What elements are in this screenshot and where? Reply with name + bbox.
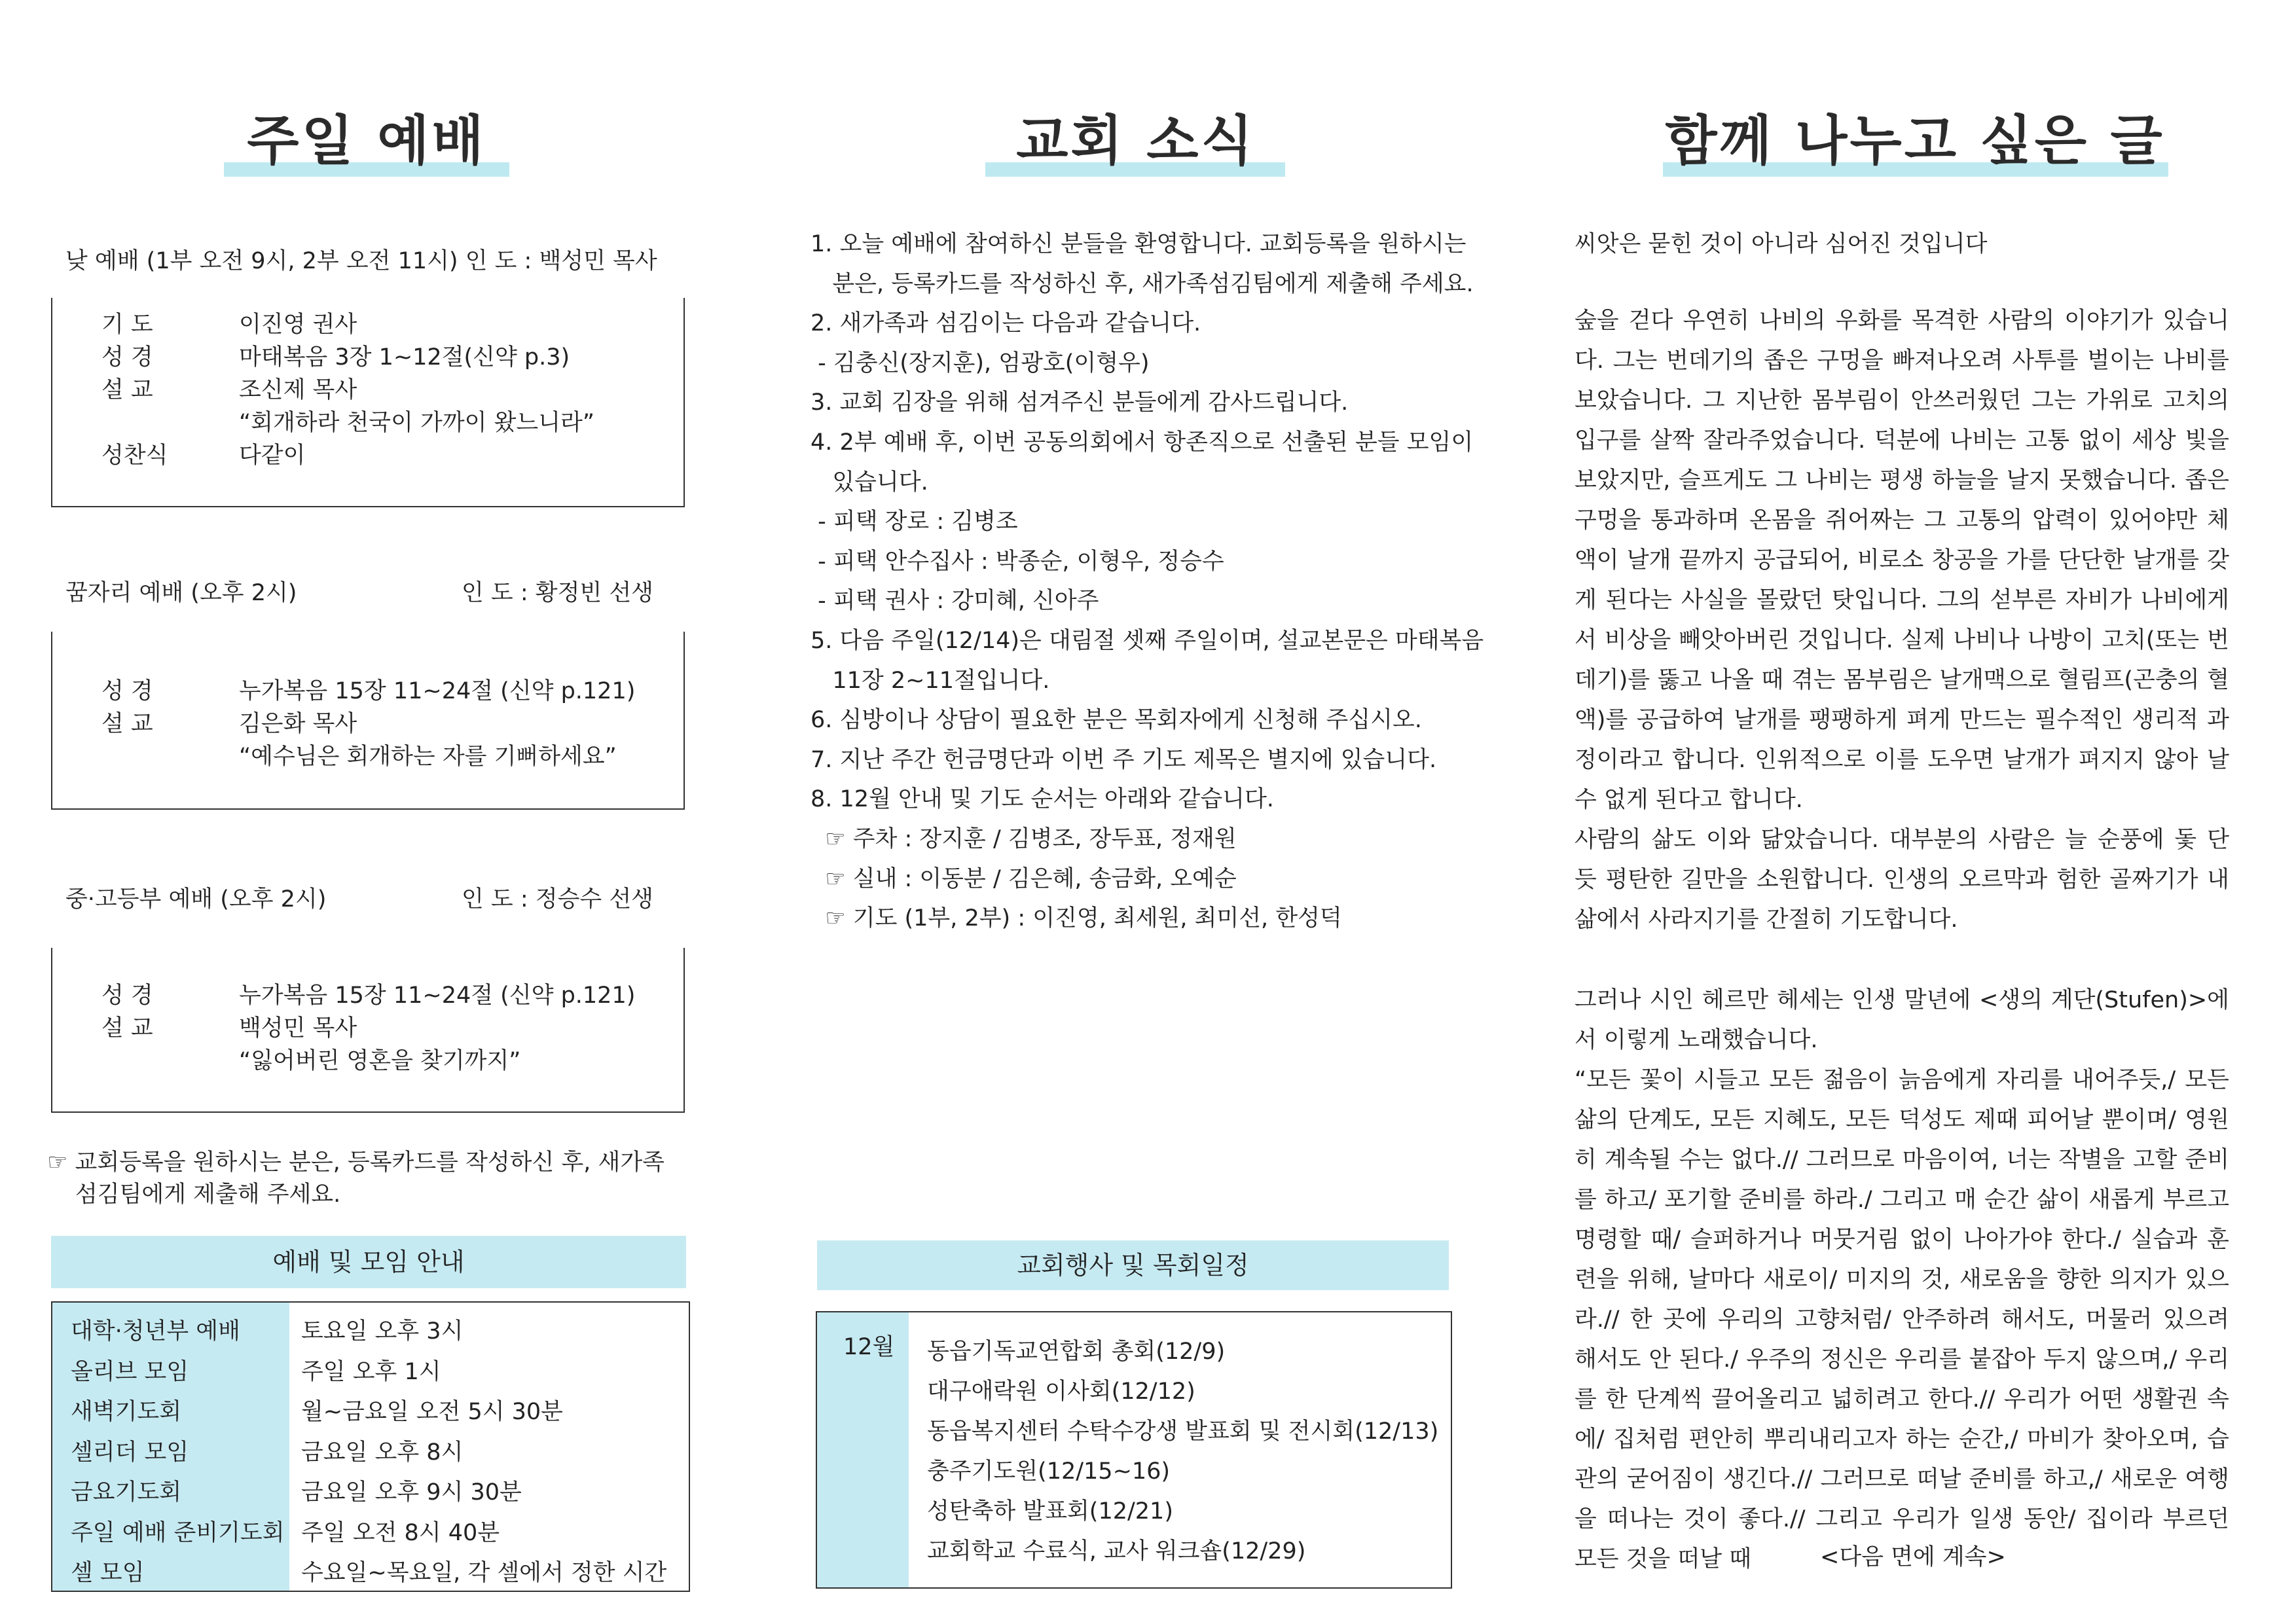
- day-service-row-value: “회개하라 천국이 가까이 왔느니라”: [239, 410, 594, 436]
- day-service-row-value: 마태복음 3장 1~12절(신약 p.3): [239, 344, 570, 370]
- meeting-name: 금요기도회: [71, 1479, 182, 1506]
- news-line: - 피택 안수집사 : 박종순, 이형우, 정승수: [811, 548, 1224, 575]
- day-service-row-label: 설 교: [101, 377, 153, 403]
- event-item: 교회학교 수료식, 교사 워크숍(12/29): [927, 1538, 1306, 1564]
- registration-note-line2: 섬김팀에게 제출해 주세요.: [75, 1182, 341, 1208]
- event-item: 성탄축하 발표회(12/21): [927, 1498, 1173, 1525]
- meeting-name: 새벽기도회: [71, 1399, 182, 1425]
- kids-service-row-value: 누가복음 15장 11~24절 (신약 p.121): [239, 678, 636, 704]
- meeting-name: 대학·청년부 예배: [71, 1318, 240, 1344]
- day-service-row-label: 기 도: [101, 312, 153, 338]
- news-line: 11장 2~11절입니다.: [811, 667, 1050, 694]
- registration-note-line1: ☞ 교회등록을 원하시는 분은, 등록카드를 작성하신 후, 새가족: [47, 1149, 665, 1176]
- meeting-row: [52, 1466, 689, 1507]
- news-line: ☞ 기도 (1부, 2부) : 이진영, 최세원, 최미선, 한성덕: [811, 905, 1342, 932]
- news-line: 2. 새가족과 섬김이는 다음과 같습니다.: [811, 310, 1201, 337]
- youth-service-row-value: 누가복음 15장 11~24절 (신약 p.121): [239, 983, 636, 1009]
- essay-paragraph-4: “모든 꽃이 시들고 모든 젊음이 늙음에게 자리를 내어주듯,/ 모든 삶의 단계도, 모든 지혜도, 모든 덕성도 제때 피어날 뿐이며/ 영원히 계속될 수는 없다.// 그러므로 마음이여, 너는 작별을 고할 준비를 하고/ 포기할 준비를 하라./ 그리고 매 순간 삶이 새롭게 부르고 명령할 때/ 슬퍼하거나 머뭇거림 없이 나아가야 한다./ 실습과 훈련을 위해, 날마다 새로이/ 미지의 것, 새로움을 향한 의지가 있으라.// 한 곳에 우리의 고향처럼/ 안주하려 해서도, 머물러 있으려 해서도 안 된다./ 우주의 정신은 우리를 붙잡아 두지 않으며,/ 우리를 한 단계씩 끌어올리고 넓히려고 한다.// 우리가 어떤 생활권 속에/ 집처럼 편안히 뿌리내리고자 하는 순간,/ 마비가 찾아오며, 습관의 굳어짐이 생긴다.// 그러므로 떠날 준비를 하고,/ 새로운 여행을 떠나는 것이 좋다.// 그리고 우리가 일생 동안/ 집이라 부르던 모든 것을 떠날 때: [1575, 1067, 2229, 1572]
- meeting-row: [52, 1547, 689, 1587]
- meeting-name: 올리브 모임: [71, 1358, 189, 1385]
- news-line: 5. 다음 주일(12/14)은 대림절 셋째 주일이며, 설교본문은 마태복음: [811, 628, 1484, 654]
- news-line: 있습니다.: [811, 469, 928, 496]
- right-section-title: 함께 나누고 싶은 글: [1665, 110, 2165, 172]
- meeting-time: 주일 오후 1시: [301, 1358, 441, 1385]
- news-line: 4. 2부 예배 후, 이번 공동의회에서 항존직으로 선출된 분들 모임이: [811, 429, 1474, 456]
- meetings-table: [51, 1301, 690, 1592]
- meeting-name: 셀 모임: [71, 1560, 145, 1586]
- left-section-title: 주일 예배: [247, 110, 486, 172]
- kids-service-row-label: 설 교: [101, 711, 153, 737]
- youth-service-row-value: 백성민 목사: [239, 1015, 357, 1041]
- youth-service-row-label: 설 교: [101, 1015, 153, 1041]
- event-item: 동읍기독교연합회 총회(12/9): [927, 1339, 1226, 1365]
- meeting-name: 셀리더 모임: [71, 1439, 189, 1466]
- meetings-title: 예배 및 모임 안내: [51, 1236, 686, 1288]
- news-line: ☞ 주차 : 장지훈 / 김병조, 장두표, 정재원: [811, 826, 1237, 852]
- day-service-row-label: 성찬식: [101, 442, 168, 469]
- meeting-time: 금요일 오후 8시: [301, 1439, 464, 1466]
- essay-paragraph-2: 사람의 삶도 이와 닮았습니다. 대부분의 사람은 늘 순풍에 돛 단 듯 평탄한 길만을 소원합니다. 인생의 오르막과 험한 골짜기가 내 삶에서 사라지기를 간절히 기도합니다.: [1575, 827, 2229, 933]
- meeting-row: [52, 1346, 689, 1386]
- news-line: 1. 오늘 예배에 참여하신 분들을 환영합니다. 교회등록을 원하시는: [811, 231, 1467, 257]
- events-title: 교회행사 및 목회일정: [817, 1240, 1449, 1290]
- essay-subtitle: 씨앗은 묻힌 것이 아니라 심어진 것입니다: [1575, 231, 1988, 257]
- news-line: - 피택 권사 : 강미혜, 신아주: [811, 588, 1099, 615]
- day-service-row-value: 조신제 목사: [239, 377, 357, 403]
- event-item: 충주기도원(12/15~16): [927, 1458, 1171, 1485]
- news-line: 8. 12월 안내 및 기도 순서는 아래와 같습니다.: [811, 786, 1274, 813]
- meeting-row: [52, 1507, 689, 1547]
- day-service-row-value: 이진영 권사: [239, 312, 357, 338]
- meeting-time: 수요일~목요일, 각 셀에서 정한 시간: [301, 1560, 667, 1586]
- meeting-time: 금요일 오후 9시 30분: [301, 1479, 522, 1506]
- news-line: 7. 지난 주간 헌금명단과 이번 주 기도 제목은 별지에 있습니다.: [811, 746, 1437, 773]
- youth-service-leader: 인 도 : 정승수 선생: [462, 886, 653, 912]
- meeting-row: [52, 1305, 689, 1346]
- middle-section-title: 교회 소식: [1016, 110, 1256, 172]
- event-item: 동읍복지센터 수탁수강생 발표회 및 전시회(12/13): [927, 1418, 1439, 1445]
- kids-service-leader: 인 도 : 황정빈 선생: [462, 580, 653, 606]
- event-item: 대구애락원 이사회(12/12): [927, 1379, 1195, 1405]
- news-line: ☞ 실내 : 이동분 / 김은혜, 송금화, 오예순: [811, 865, 1237, 892]
- meeting-name: 주일 예배 준비기도회: [71, 1519, 285, 1546]
- news-line: 분은, 등록카드를 작성하신 후, 새가족섬김팀에게 제출해 주세요.: [811, 270, 1474, 297]
- news-line: - 피택 장로 : 김병조: [811, 509, 1018, 535]
- essay-paragraph-3: 그러나 시인 헤르만 헤세는 인생 말년에 <생의 계단(Stufen)>에서 이렇게 노래했습니다.: [1575, 987, 2229, 1053]
- meeting-time: 월~금요일 오전 5시 30분: [301, 1399, 563, 1425]
- kids-service-row-value: “예수님은 회개하는 자를 기뻐하세요”: [239, 744, 617, 770]
- youth-service-row-label: 성 경: [101, 983, 153, 1009]
- meeting-row: [52, 1386, 689, 1426]
- events-month: 12월: [843, 1334, 895, 1360]
- meeting-time: 주일 오전 8시 40분: [301, 1519, 500, 1546]
- day-service-row-label: 성 경: [101, 344, 153, 370]
- news-line: 3. 교회 김장을 위해 섬겨주신 분들에게 감사드립니다.: [811, 389, 1349, 416]
- day-service-header: 낮 예배 (1부 오전 9시, 2부 오전 11시) 인 도 : 백성민 목사: [65, 248, 657, 274]
- news-line: 6. 심방이나 상담이 필요한 분은 목회자에게 신청해 주십시오.: [811, 707, 1422, 734]
- events-table: [816, 1311, 1452, 1589]
- continued-note: <다음 면에 계속>: [1820, 1544, 2006, 1570]
- youth-service-header: 중·고등부 예배 (오후 2시): [65, 886, 327, 912]
- kids-service-header: 꿈자리 예배 (오후 2시): [65, 580, 297, 606]
- meeting-row: [52, 1426, 689, 1467]
- news-line: - 김충신(장지훈), 엄광호(이형우): [811, 350, 1150, 376]
- essay-paragraph-1: 숲을 걷다 우연히 나비의 우화를 목격한 사람의 이야기가 있습니다. 그는 번데기의 좁은 구멍을 빠져나오려 사투를 벌이는 나비를 보았습니다. 그 지난한 몸부림이 안쓰러웠던 그는 가위로 고치의 입구를 살짝 잘라주었습니다. 덕분에 나비는 고통 없이 세상 빛을 보았지만, 슬프게도 그 나비는 평생 하늘을 날지 못했습니다. 좁은 구멍을 통과하며 온몸을 쥐어짜는 그 고통의 압력이 있어야만 체액이 날개 끝까지 공급되어, 비로소 창공을 가를 단단한 날개를 갖게 된다는 사실을 몰랐던 탓입니다. 그의 섣부른 자비가 나비에게서 비상을 빼앗아버린 것입니다. 실제 나비나 나방이 고치(또는 번데기)를 뚫고 나올 때 겪는 몸부림은 날개맥으로 혈림프(곤충의 혈액)를 공급하여 날개를 팽팽하게 펴게 만드는 필수적인 생리적 과정이라고 합니다. 인위적으로 이를 도우면 날개가 펴지지 않아 날 수 없게 된다고 합니다.: [1575, 308, 2229, 813]
- day-service-row-value: 다같이: [239, 442, 306, 469]
- kids-service-row-value: 김은화 목사: [239, 711, 357, 737]
- youth-service-row-value: “잃어버린 영혼을 찾기까지”: [239, 1048, 521, 1074]
- kids-service-row-label: 성 경: [101, 678, 153, 704]
- meeting-time: 토요일 오후 3시: [301, 1318, 464, 1344]
